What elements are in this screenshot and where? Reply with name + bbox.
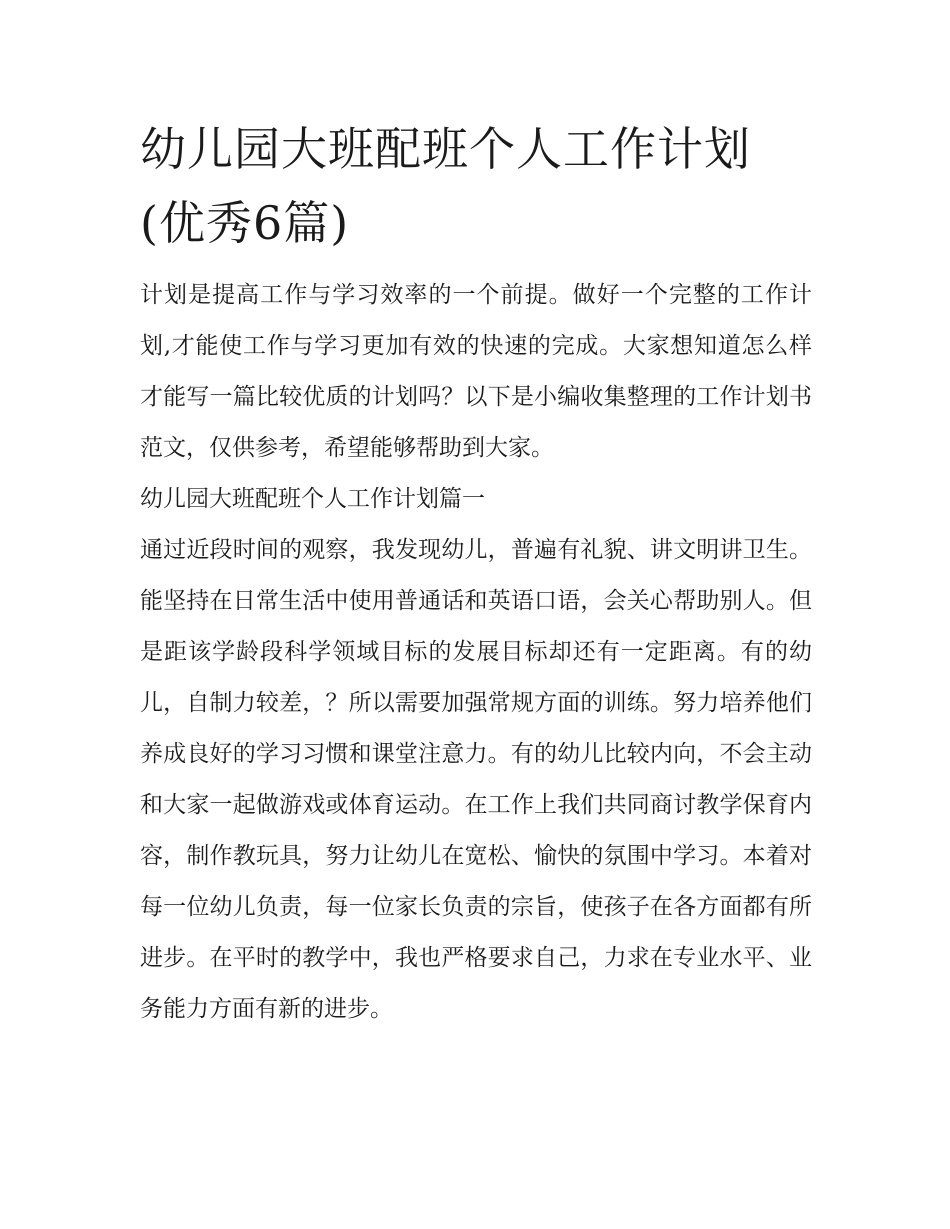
intro-paragraph: 计划是提高工作与学习效率的一个前提。做好一个完整的工作计划,才能使工作与学习更加有效的快速的完成。大家想知道怎么样才能写一篇比较优质的计划吗？以下是小编收集整理的工作计划书范文，仅供参考，希望能够帮助到大家。: [140, 282, 812, 461]
document-title: 幼儿园大班配班个人工作计划(优秀6篇): [140, 122, 751, 250]
document-page: [140, 112, 812, 1035]
section-body-paragraph: 通过近段时间的观察，我发现幼儿，普遍有礼貌、讲文明讲卫生。能坚持在日常生活中使用普通话和英语口语，会关心帮助别人。但是距该学龄段科学领域目标的发展目标却还有一定距离。有的幼儿，自制力较差，？所以需要加强常规方面的训练。努力培养他们养成良好的学习习惯和课堂注意力。有的幼儿比较内向，不会主动和大家一起做游戏或体育运动。在工作上我们共同商讨教学保育内容，制作教玩具，努力让幼儿在宽松、愉快的氛围中学习。本着对每一位幼儿负责，每一位家长负责的宗旨，使孩子在各方面都有所进步。在平时的教学中，我也严格要求自己，力求在专业水平、业务能力方面有新的进步。: [140, 537, 812, 1022]
section-heading: 幼儿园大班配班个人工作计划篇一: [140, 486, 485, 512]
